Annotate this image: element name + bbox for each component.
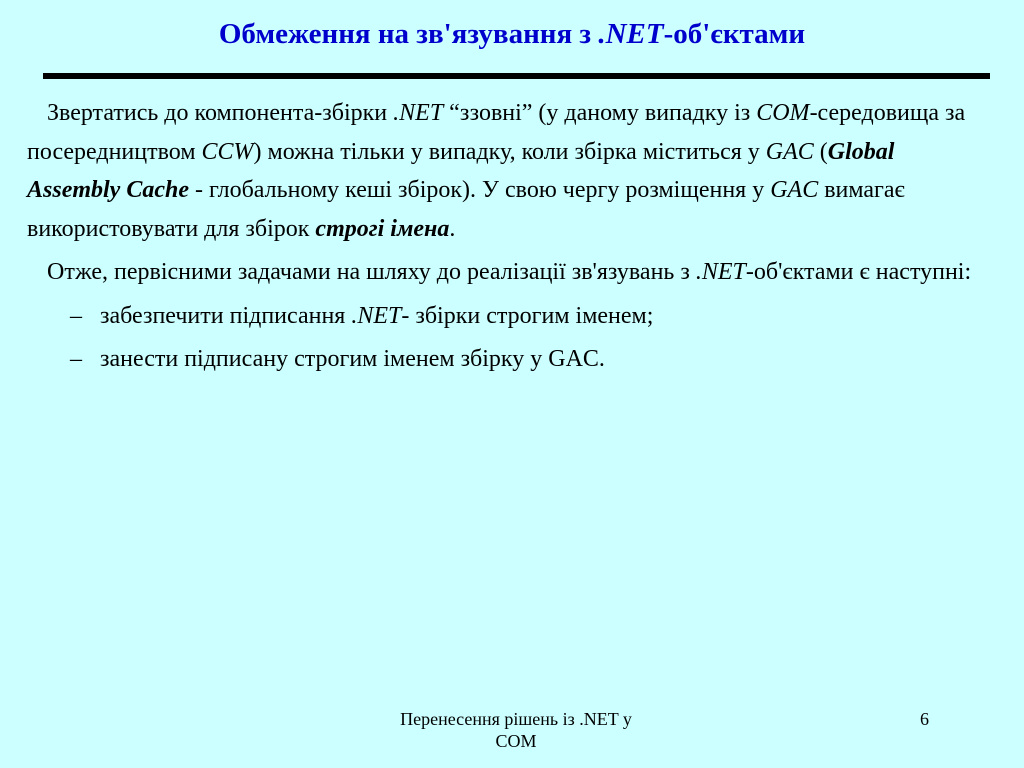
- p1-strong-names: строгі імена: [315, 215, 450, 242]
- title-net: .NET: [598, 18, 664, 50]
- p1-text-8: .: [449, 215, 456, 242]
- title-part2: -об'єктами: [663, 18, 806, 50]
- bullet1-text-2: - збірки строгим іменем;: [401, 302, 654, 329]
- p1-text-1: Звертатись до компонента-збірки: [47, 100, 394, 126]
- p1-com: COM: [756, 100, 810, 126]
- p1-text-2: “ззовні” (у даному випадку із: [443, 100, 757, 126]
- bullet1-text-1: забезпечити підписання: [100, 302, 352, 329]
- paragraph-1: [27, 94, 972, 248]
- p2-text-2: -об'єктами є наступні:: [745, 259, 972, 285]
- p1-gac-full: Global Assembly Cache: [27, 138, 895, 203]
- p1-net: .NET: [393, 100, 444, 126]
- p1-text-6: - глобальному кеші збірок). У свою чергу розміщення у: [189, 177, 771, 203]
- slide-body: [27, 94, 972, 384]
- p1-gac-2: GAC: [770, 177, 819, 203]
- bullet2-text: занести підписану строгим іменем збірку у GAC.: [100, 346, 605, 372]
- p2-text-1: Отже, первісними задачами на шляху до реалізації зв'язувань з: [47, 259, 696, 285]
- bullet1-net: .NET: [351, 302, 402, 329]
- p1-ccw: CCW: [201, 138, 254, 165]
- list-item: [27, 297, 972, 336]
- title-part1: Обмеження на зв'язування з: [218, 18, 599, 50]
- p1-text-3: -середовища за посередництвом: [27, 100, 966, 165]
- page-number: 6: [920, 709, 929, 729]
- p1-text-5: (: [813, 138, 828, 165]
- paragraph-2: [27, 253, 972, 292]
- slide-title: [0, 18, 1024, 51]
- dash-bullet: –: [70, 346, 82, 372]
- p1-text-4: ) можна тільки у випадку, коли збірка міститься у: [253, 138, 766, 165]
- footer-text: Перенесення рішень із .NET у COM: [400, 709, 632, 751]
- p2-net: .NET: [695, 259, 746, 285]
- p1-text-7: вимагає використовувати для збірок: [27, 177, 905, 242]
- list-item: [27, 340, 972, 379]
- dash-bullet: –: [70, 302, 82, 329]
- title-divider: [43, 73, 990, 79]
- p1-gac: GAC: [765, 138, 814, 165]
